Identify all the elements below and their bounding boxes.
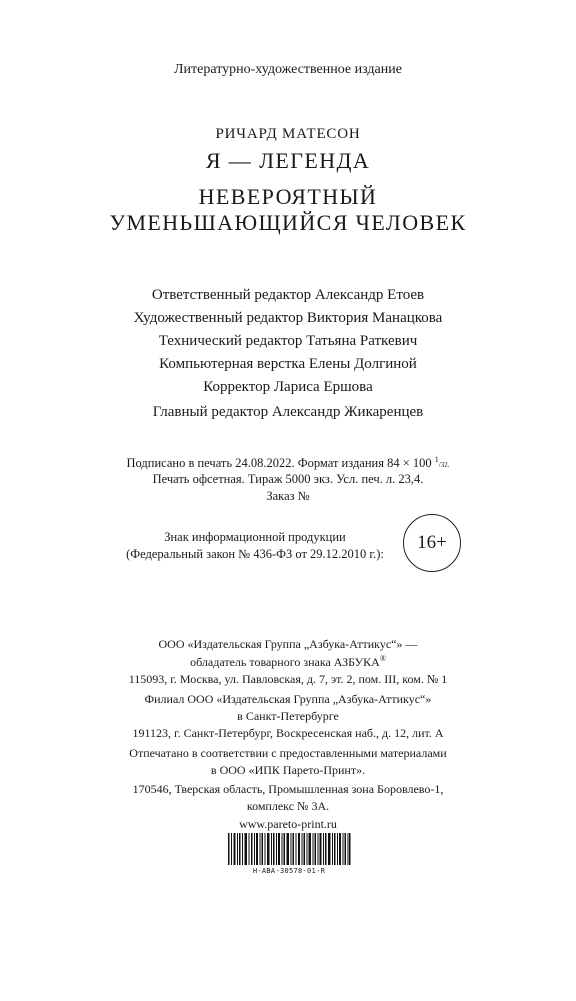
branch-address: 191123, г. Санкт-Петербург, Воскресенская наб., д. 12, лит. А: [132, 726, 444, 740]
book-title-1: Я — ЛЕГЕНДА: [205, 148, 371, 173]
print-details-line-2: Печать офсетная. Тираж 5000 экз. Усл. печ. л. 23,4.: [152, 472, 424, 486]
trademark-text: обладатель товарного знака АЗБУКА: [190, 655, 380, 669]
staff-technical-editor: Технический редактор Татьяна Раткевич: [158, 333, 418, 349]
barcode-label: Н-АВА-30578-01-R: [252, 867, 326, 875]
printer-address-2: комплекс № 3А.: [246, 799, 330, 813]
printer-address-1: 170546, Тверская область, Промышленная зона Боровлево-1,: [132, 782, 444, 796]
age-rating-text: 16+: [417, 532, 447, 553]
book-title-2-line-1: НЕВЕРОЯТНЫЙ: [198, 184, 378, 209]
order-number: Заказ №: [266, 489, 310, 503]
barcode-image: [226, 833, 352, 865]
book-title-2-line-2: УМЕНЬШАЮЩИЙСЯ ЧЕЛОВЕК: [109, 210, 467, 235]
author-name: РИЧАРД МАТЕСОН: [215, 126, 361, 142]
staff-proofreader: Корректор Лариса Ершова: [203, 379, 373, 395]
printer-line-2: в ООО «ИПК Парето-Принт».: [210, 763, 366, 777]
age-rating-badge: [403, 514, 461, 572]
staff-chief-editor: Главный редактор Александр Жикаренцев: [152, 404, 424, 420]
info-sign-law: (Федеральный закон № 436-ФЗ от 29.12.2010 г.):: [126, 547, 384, 561]
branch-line-2: в Санкт-Петербурге: [237, 709, 339, 723]
publisher-line-1: ООО «Издательская Группа „Азбука-Аттикус“» —: [158, 637, 418, 651]
staff-responsible-editor: Ответственный редактор Александр Етоев: [151, 287, 425, 303]
publisher-line-2: [0, 654, 576, 670]
branch-line-1: Филиал ООО «Издательская Группа „Азбука-Аттикус“»: [144, 692, 432, 706]
format-fraction-numerator: 1: [434, 455, 439, 464]
staff-art-editor: Художественный редактор Виктория Манацкова: [133, 310, 443, 326]
registered-mark: ®: [379, 654, 386, 663]
format-fraction-denominator: 32: [440, 461, 448, 469]
print-details-line-1: Подписано в печать 24.08.2022. Формат издания 84 × 100 $^1$/32.: [126, 455, 450, 470]
genre-label: Литературно-художественное издание: [174, 62, 402, 77]
info-sign-label: Знак информационной продукции: [164, 530, 346, 544]
printer-line-1: Отпечатано в соответствии с предоставленными материалами: [129, 746, 447, 760]
publisher-address: 115093, г. Москва, ул. Павловская, д. 7, эт. 2, пом. III, ком. № 1: [128, 672, 448, 686]
print-format: Подписано в печать 24.08.2022. Формат издания 84 × 100: [126, 456, 432, 470]
printer-website: www.pareto-print.ru: [239, 817, 337, 831]
staff-layout: Компьютерная верстка Елены Долгиной: [159, 356, 417, 372]
